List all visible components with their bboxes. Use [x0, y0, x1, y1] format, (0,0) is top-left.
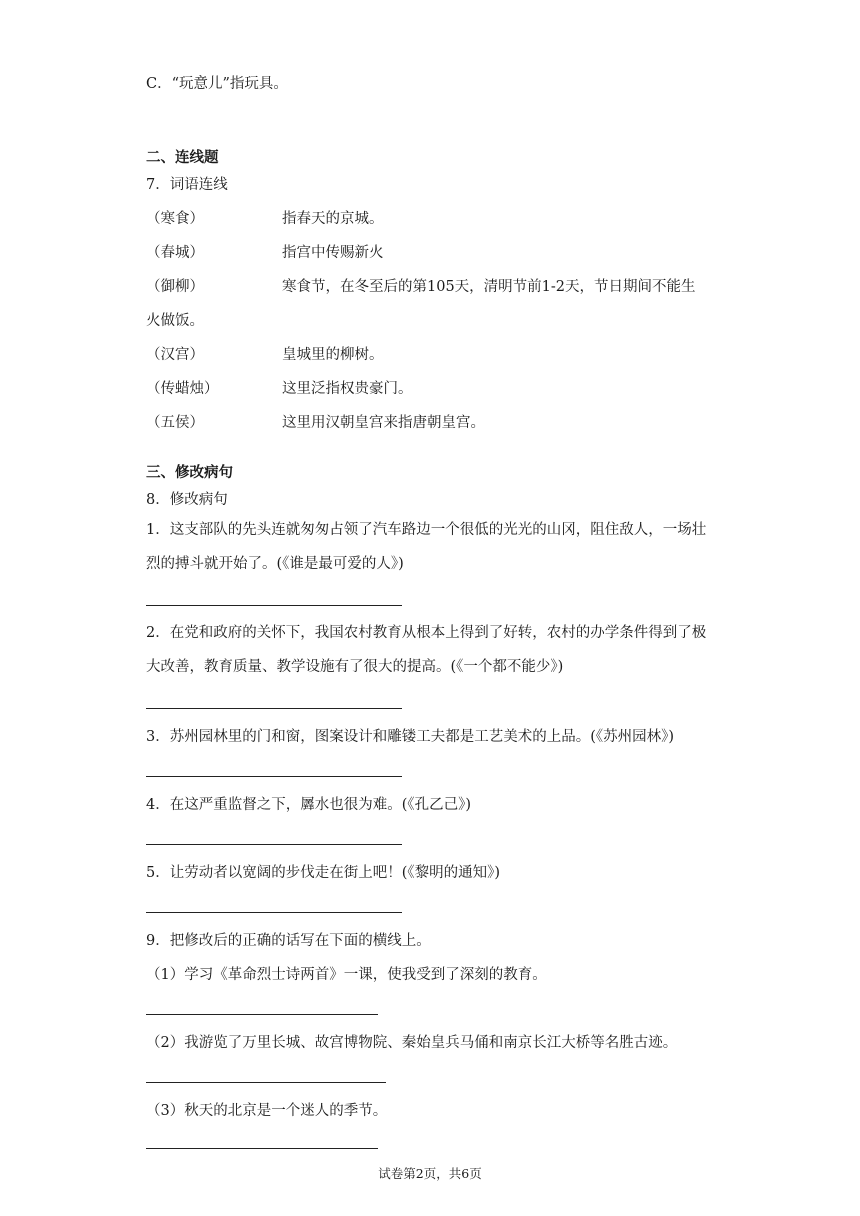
match-right-item: 皇城里的柳树。 [282, 347, 384, 363]
answer-line[interactable] [146, 912, 402, 913]
match-right-item: 这里用汉朝皇宫来指唐朝皇宫。 [282, 415, 485, 431]
match-left-item: （寒食） [146, 211, 204, 227]
question-8-item: 3．苏州园林里的门和窗，图案设计和雕镂工夫都是工艺美术的上品。(《苏州园林》) [146, 729, 675, 745]
match-left-item: （传蜡烛） [146, 381, 219, 397]
question-8-item: 2．在党和政府的关怀下，我国农村教育从根本上得到了好转，农村的办学条件得到了极大改善，教育质量、教学设施有了很大的提高。(《一个都不能少》) [146, 625, 707, 675]
option-c: C．“玩意儿”指玩具。 [146, 76, 288, 92]
match-right-item: 这里泛指权贵豪门。 [282, 381, 413, 397]
question-7-title: 7．词语连线 [146, 177, 228, 193]
question-8-item: 4．在这严重监督之下，羼水也很为难。(《孔乙己》) [146, 797, 472, 813]
match-right-item-wrap: 火做饭。 [146, 313, 204, 329]
match-left-item: （御柳） [146, 279, 204, 295]
match-left-item: （春城） [146, 245, 204, 261]
match-left-item: （五侯） [146, 415, 204, 431]
match-right-item: 指宫中传赐新火 [282, 245, 384, 261]
question-8-title: 8．修改病句 [146, 492, 228, 508]
section-3-title: 三、修改病句 [146, 465, 233, 481]
question-9-item: （3）秋天的北京是一个迷人的季节。 [146, 1103, 388, 1119]
answer-line[interactable] [146, 1014, 378, 1015]
page-footer: 试卷第2页，共6页 [378, 1166, 482, 1181]
answer-line[interactable] [146, 708, 402, 709]
question-9-item: （1）学习《革命烈士诗两首》一课，使我受到了深刻的教育。 [146, 967, 547, 983]
question-8-item: 5．让劳动者以宽阔的步伐走在街上吧！(《黎明的通知》) [146, 865, 501, 881]
section-2-title: 二、连线题 [146, 150, 219, 166]
answer-line[interactable] [146, 1082, 386, 1083]
question-9-title: 9．把修改后的正确的话写在下面的横线上。 [146, 933, 431, 949]
question-8-item: 1．这支部队的先头连就匆匆占领了汽车路边一个很低的光光的山冈，阻住敌人，一场壮烈的搏斗就开始了。(《谁是最可爱的人》) [146, 522, 707, 572]
answer-line[interactable] [146, 1148, 378, 1149]
match-right-item: 指春天的京城。 [282, 211, 384, 227]
answer-line[interactable] [146, 844, 402, 845]
question-9-item: （2）我游览了万里长城、故宫博物院、秦始皇兵马俑和南京长江大桥等名胜古迹。 [146, 1035, 678, 1051]
match-right-item: 寒食节，在冬至后的第105天，清明节前1-2天，节日期间不能生 [282, 279, 696, 295]
match-left-item: （汉宫） [146, 347, 204, 363]
answer-line[interactable] [146, 776, 402, 777]
answer-line[interactable] [146, 605, 402, 606]
